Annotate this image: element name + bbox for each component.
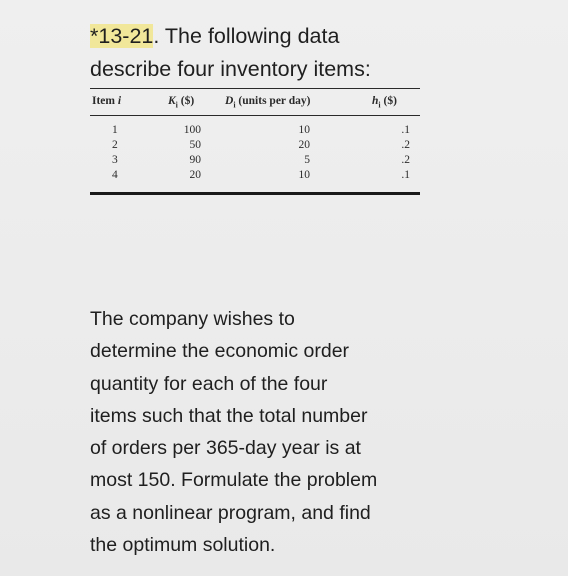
- cell-d: 20: [298, 139, 310, 151]
- cell-h: .1: [401, 124, 410, 136]
- statement-line: determine the economic order: [90, 340, 350, 363]
- problem-title: . The following data: [153, 24, 340, 48]
- cell-item: 1: [112, 124, 118, 136]
- cell-d: 10: [298, 169, 310, 181]
- table-row: [90, 154, 420, 169]
- cell-k: 20: [189, 169, 201, 181]
- table-row: [90, 169, 420, 184]
- statement-line: as a nonlinear program, and find: [90, 501, 371, 524]
- table-body: [90, 116, 420, 192]
- header-k: $K_i$ ($): [168, 95, 195, 110]
- cell-k: 50: [189, 139, 201, 151]
- cell-k: 100: [183, 124, 201, 136]
- cell-d: 10: [298, 124, 310, 136]
- statement-line: quantity for each of the four: [90, 372, 328, 395]
- statement-line: of orders per 365-day year is at: [90, 437, 361, 460]
- table-bottom-rule: [90, 192, 420, 195]
- inventory-table: [90, 88, 420, 195]
- statement-line: the optimum solution.: [90, 534, 276, 557]
- problem-title-line2: describe four inventory items:: [90, 57, 371, 81]
- table-row: [90, 139, 420, 154]
- cell-d: 5: [304, 154, 310, 166]
- problem-heading: [90, 20, 420, 86]
- cell-h: .2: [401, 154, 410, 166]
- cell-k: 90: [189, 154, 201, 166]
- header-item: Item i: [92, 95, 122, 107]
- problem-statement: [90, 303, 440, 561]
- statement-line: The company wishes to: [90, 308, 295, 330]
- cell-h: .1: [401, 169, 410, 181]
- cell-item: 3: [112, 154, 118, 166]
- table-header-row: [90, 89, 420, 115]
- statement-line: items such that the total number: [90, 404, 368, 427]
- header-h: $h_i$ ($): [372, 95, 397, 110]
- header-d: $D_i$ (units per day): [225, 95, 311, 110]
- cell-item: 4: [112, 169, 118, 181]
- statement-line: most 150. Formulate the problem: [90, 469, 378, 492]
- cell-h: .2: [401, 139, 410, 151]
- cell-item: 2: [112, 139, 118, 151]
- problem-number: *13-21: [90, 24, 154, 48]
- table-row: [90, 124, 420, 139]
